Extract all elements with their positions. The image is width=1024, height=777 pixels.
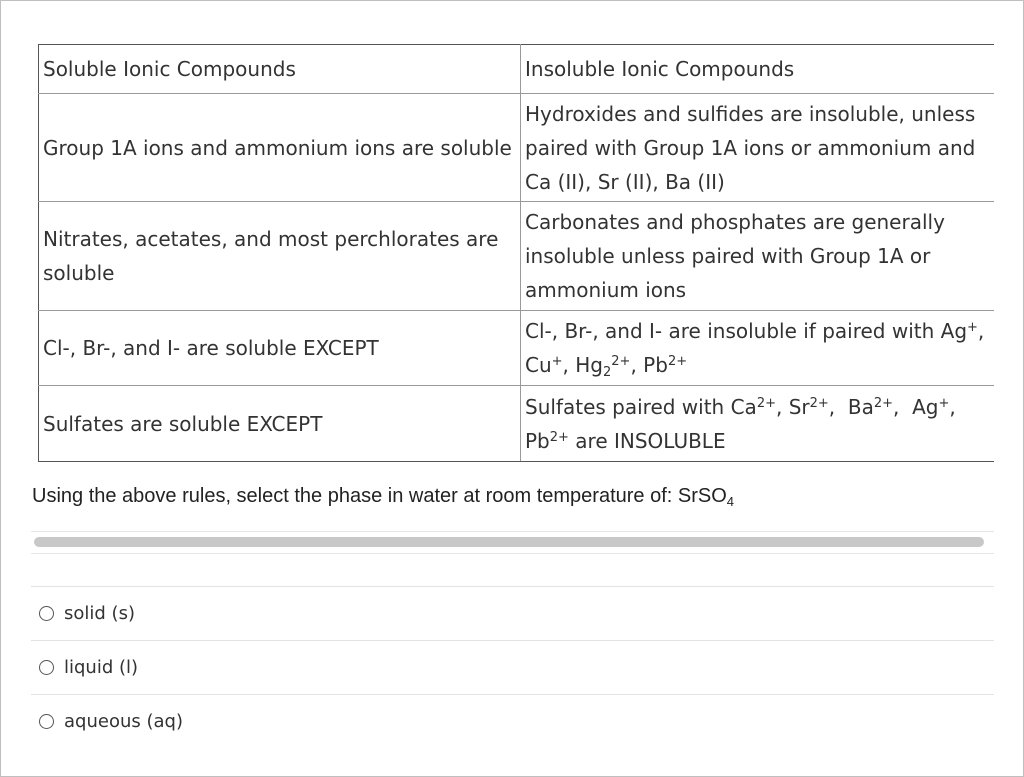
table-row [39,386,995,462]
text-line: soluble [43,261,115,285]
header-insoluble: Insoluble Ionic Compounds [521,45,995,94]
text-line: paired with Group 1A ions or ammonium and [525,135,976,160]
insoluble-rule-carbonates [521,202,995,311]
question-text: Using the above rules, select the phase in water at room temperature of: SrSO [32,485,727,507]
radio-icon[interactable] [39,606,54,621]
soluble-rule-nitrates [39,202,521,311]
text-line: ammonium ions [525,278,687,302]
option-liquid[interactable] [31,641,994,695]
option-aqueous[interactable] [31,695,994,748]
text-line: are INSOLUBLE [575,428,726,453]
formula-subscript: 4 [726,494,735,509]
header-soluble: Soluble Ionic Compounds [39,45,521,94]
charge: 2+ [873,395,894,411]
solubility-rules-table [38,44,994,462]
radio-icon[interactable] [39,660,54,675]
text-line: Hydroxides and sulfides are insoluble, unless [525,101,976,126]
option-solid[interactable] [31,587,994,641]
insoluble-rule-sulfates: Sulfates paired with $Ca^{2+}$, $Sr^{2+}$, $Ba^{2+}$, Ag+, $Pb^{2+}$ are INSOLUBLE [521,386,995,462]
charge: 2+ [809,395,829,411]
insoluble-rule-hydroxides [521,94,995,202]
ion: Cu [525,353,552,377]
ion: Pb [643,353,668,377]
ion: Pb [525,428,550,453]
charge: + [938,395,950,411]
option-label: solid (s) [64,603,135,624]
charge: 2+ [756,395,776,411]
table-row [39,202,995,311]
charge: 2+ [667,354,688,369]
soluble-rule-halides: Cl-, Br-, and I- are soluble EXCEPT [39,311,521,386]
ion: Hg [575,353,603,377]
ion: Ag [912,394,939,419]
table-row [39,311,995,386]
charge: + [967,320,978,335]
text-line: Sulfates paired with Ca [525,394,757,419]
subscript: 2 [603,365,612,380]
radio-icon[interactable] [39,714,54,729]
option-label: liquid (l) [64,657,139,678]
ion: Ba [847,394,874,419]
table-row [39,94,995,202]
charge: 2+ [549,429,569,445]
text-line: Carbonates and phosphates are generally [525,210,945,234]
question-prompt [32,485,734,508]
text-line: Ca (II), Sr (II), Ba (II) [525,169,725,194]
insoluble-rule-halides: Cl-, Br-, and I- are insoluble if paired with Ag+, Cu+, $Hg_2^{2+}$, $Pb^{2+}$ [521,311,995,386]
charge: 2+ [611,354,631,369]
table-header-row [39,45,995,94]
option-label: aqueous (aq) [64,711,183,732]
ion: Sr [788,394,810,419]
soluble-rule-sulfates: Sulfates are soluble EXCEPT [39,386,521,462]
scrollbar-thumb[interactable] [34,537,984,547]
scrollbar-track[interactable] [31,531,994,554]
text-line: Cl-, Br-, and I- are insoluble if paired with Ag [525,319,968,343]
text-line: insoluble unless paired with Group 1A or [525,244,931,268]
text-line: Nitrates, acetates, and most perchlorates are [43,227,499,251]
charge: + [551,354,563,369]
answer-options [31,586,994,748]
soluble-rule-group1a: Group 1A ions and ammonium ions are soluble [39,94,521,202]
